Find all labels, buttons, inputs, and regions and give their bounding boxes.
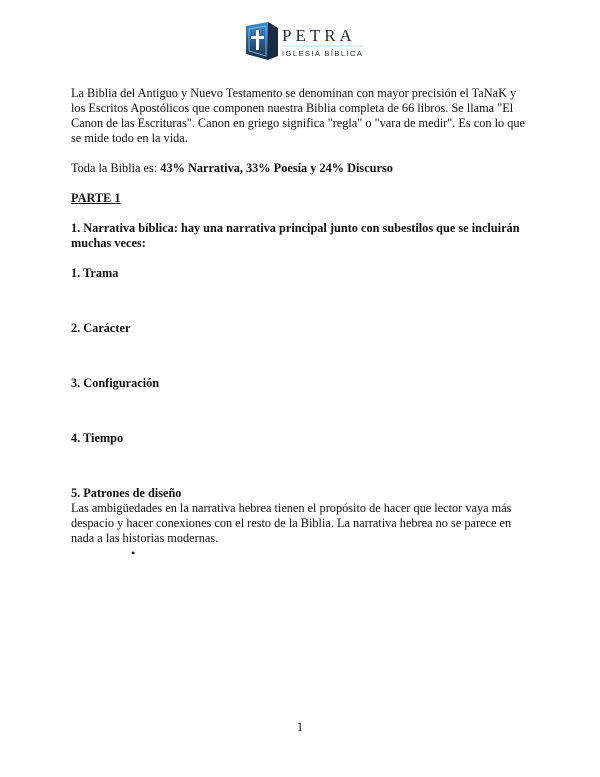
blank-space xyxy=(71,446,533,486)
bullet-icon: • xyxy=(131,546,136,560)
logo-title: PETRA xyxy=(282,26,356,45)
item-trama: 1. Trama xyxy=(71,266,119,280)
item-tiempo: 4. Tiempo xyxy=(71,431,124,445)
design-paragraph: Las ambigüedades en la narrativa hebrea tienen el propósito de hacer que lector vaya más despacio y hacer conexiones con el resto de la Biblia. La narrativa hebrea no se parece en nada a las historias modernas. xyxy=(71,501,512,545)
design-heading: 5. Patrones de diseño xyxy=(71,486,182,500)
blank-space xyxy=(71,281,533,321)
part-title: PARTE 1 xyxy=(71,191,121,205)
shield-icon xyxy=(246,22,278,60)
bullet-list-item xyxy=(71,546,533,561)
summary-bold: 43% Narrativa, 33% Poesía y 24% Discurso xyxy=(160,161,393,175)
intro-paragraph: La Biblia del Antiguo y Nuevo Testamento se denominan con mayor precisión el TaNaK y los Escritos Apostólicos que componen nuestra Biblia completa de 66 libros. Se llama "El Canon de las Escrituras". Canon en griego significa "regla" o "vara de medir". Es con lo que se mide todo en la vida. xyxy=(71,86,525,145)
church-logo xyxy=(241,20,366,65)
petra-logo-graphic xyxy=(241,20,366,65)
summary-line xyxy=(71,161,533,176)
narrative-heading: 1. Narrativa bíblica: hay una narrativa principal junto con subestilos que se incluirán muchas veces: xyxy=(71,221,520,250)
item-caracter: 2. Carácter xyxy=(71,321,131,335)
blank-space xyxy=(71,336,533,376)
document-body xyxy=(71,86,533,561)
summary-prefix: Toda la Biblia es: xyxy=(71,161,161,175)
logo-subtitle: IGLESIA BÍBLICA xyxy=(282,49,364,58)
blank-space xyxy=(71,391,533,431)
item-configuracion: 3. Configuración xyxy=(71,376,160,390)
page-number: 1 xyxy=(296,720,304,734)
